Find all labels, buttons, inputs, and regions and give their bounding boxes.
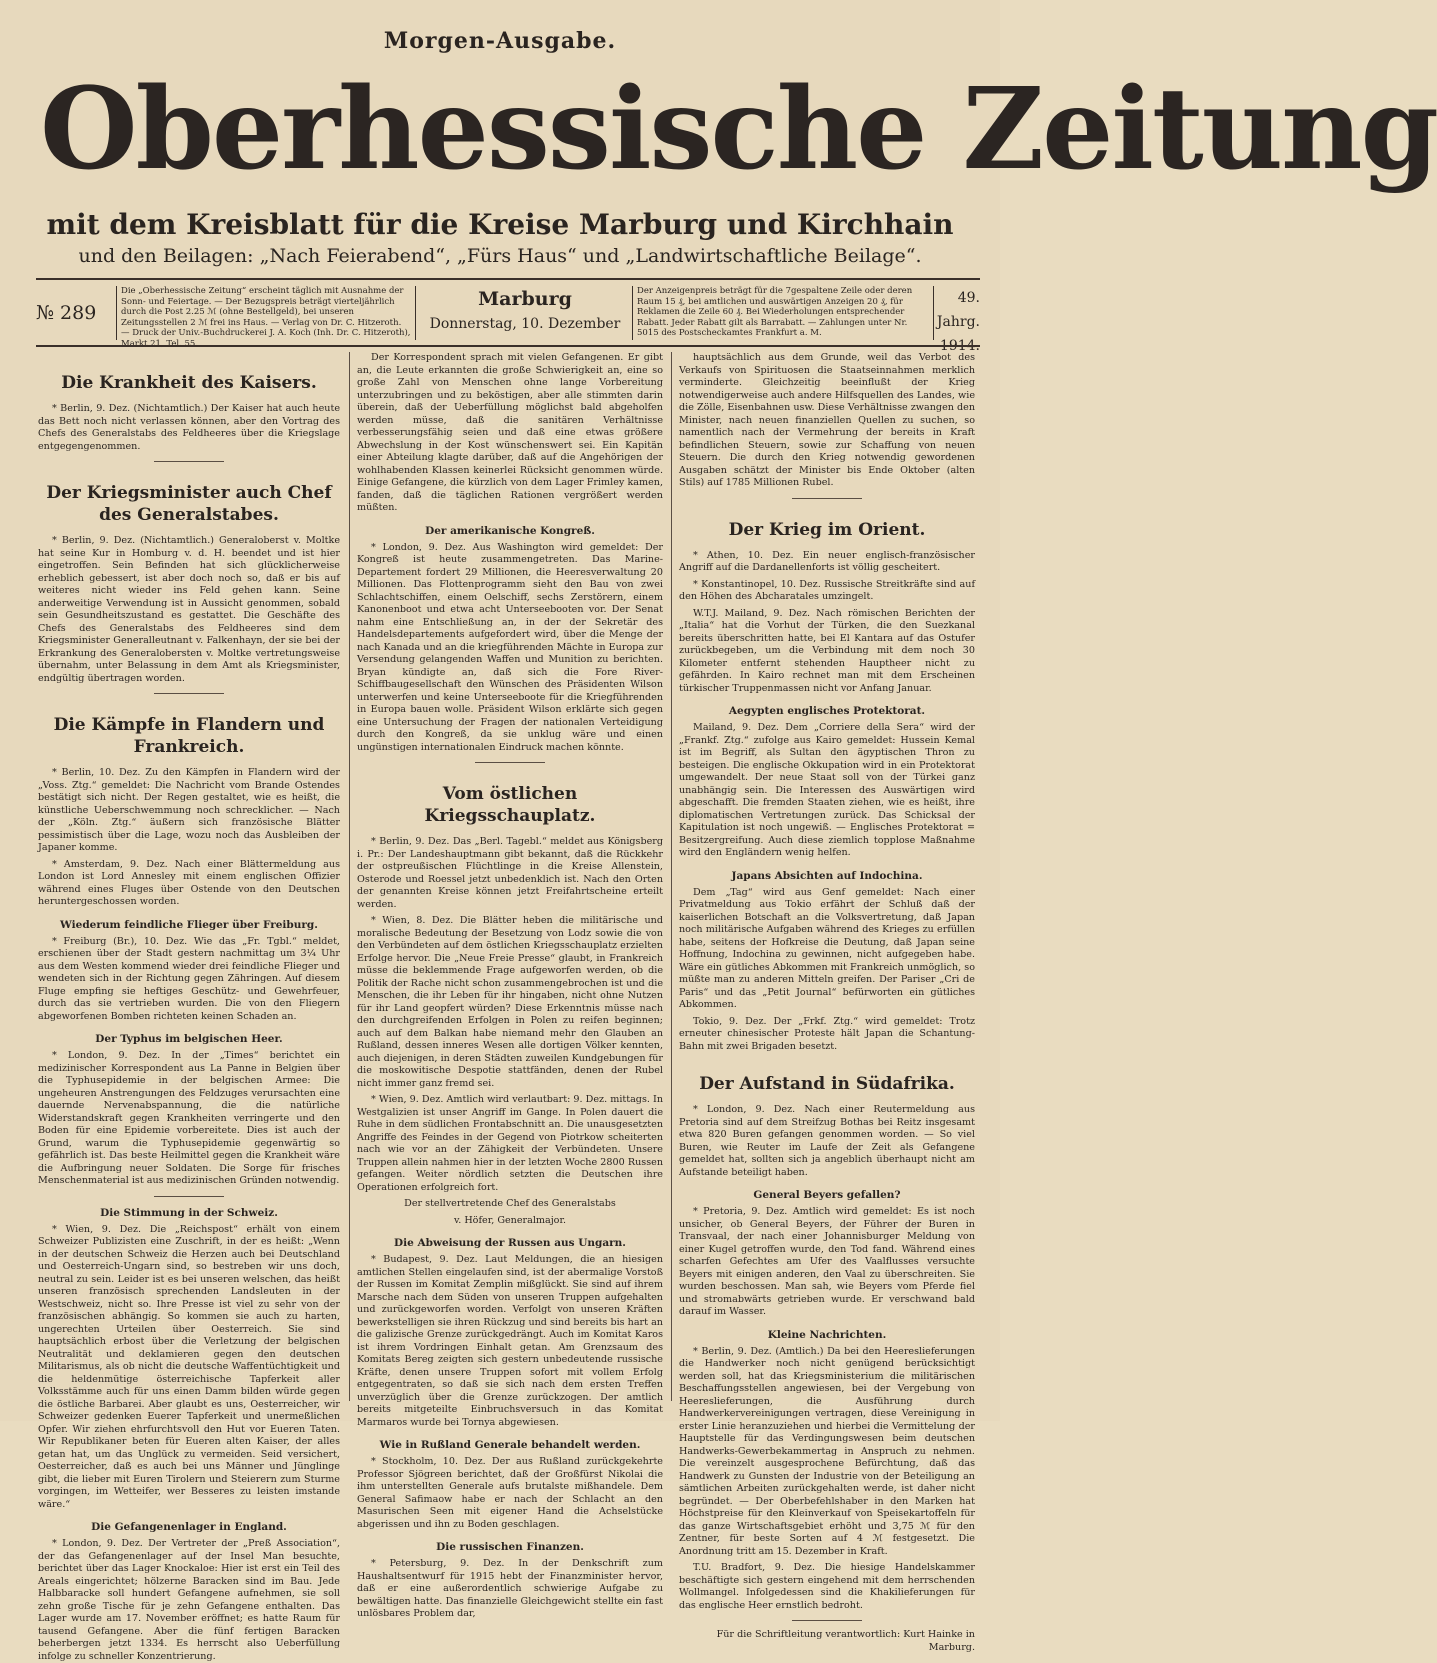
edition-label: Morgen-Ausgabe.: [383, 28, 617, 54]
headline: Vom östlichen Kriegsschauplatz.: [424, 784, 596, 826]
article-paragraph: * Pretoria, 9. Dez. Amtlich wird gemeldet: Es ist noch unsicher, ob General Beyers, der Führer der Buren in Transvaal, der nach einer Johannisburger Meldung von einer Kugel getroffen wurde, den Tod fand. Während eines scharfen Gefechtes am Ufer des Vaalflusses versuchte Beyers mit einigen anderen, den Vaal zu überschreiten. Sie wurden beschossen. Man sah, wie Beyers vom Pferde fiel und stromabwärts getrieben wurde. Er verschwand bald darauf im Wasser.: [679, 1206, 975, 1317]
article-paragraph: * Berlin, 9. Dez. (Nichtamtlich.) Generaloberst v. Moltke hat seine Kur in Homburg v. d. H. beendet und ist hier eingetroffen. Sein Befinden hat sich glücklicherweise erheblich gebessert, ist aber doch noch so, daß er bis auf weiteres nicht wieder ins Feld gehen kann. Seine anderweitige Verwendung ist in Aussicht genommen, sobald sein Gesundheitszustand es gestattet. Die Geschäfte des Chefs des Generalstabs des Feldheeres sind dem Kriegsminister Generalleutnant v. Falkenhayn, der sie bei der Erkrankung des Generalobersten v. Moltke vertretungsweise übernahm, unter Belassung in dem Amt als Kriegsminister, endgültig übertragen worden.: [38, 535, 340, 684]
divider: [154, 1196, 224, 1197]
article-paragraph: * Stockholm, 10. Dez. Der aus Rußland zurückgekehrte Professor Sjögreen berichtet, daß der Großfürst Nikolai die ihm unterstellten Generale aufs brutalste mißhandele. Dem General Safimaow habe er nach der Schlacht an den Masurischen Seen mit eigener Hand die Achselstücke abgerissen und ihn zu Boden geschlagen.: [357, 1456, 663, 1530]
article-paragraph: * Wien, 9. Dez. Amtlich wird verlautbart: 9. Dez. mittags. In Westgalizien ist unser Angriff im Gange. In Polen dauert die Ruhe in dem südlichen Frontabschnitt an. Die unausgesetzten Angriffe des Feindes in der Gegend von Piotrkow scheiterten nach wie vor an der Zähigkeit der Verbündeten. Unsere Truppen allein nahmen hier in der letzten Woche 2800 Russen gefangen. Weiter nördlich setzten die Deutschen ihre Operationen erfolgreich fort.: [357, 1094, 663, 1193]
info-bar: [36, 284, 980, 354]
headline: Die Krankheit des Kaisers.: [61, 373, 317, 393]
subheadline: Wie in Rußland Generale behandelt werden.: [379, 1439, 641, 1451]
masthead-title: Oberhessische Zeitung: [40, 64, 1437, 195]
article-paragraph: * London, 9. Dez. Der Vertreter der „Preß Association“, der das Gefangenenlager auf der Insel Man besuchte, berichtet über das Lager Knockaloe: Hier ist erst ein Teil des Areals eingerichtet; hölzerne Baracken sind im Bau. Jede Halbbaracke soll hundert Gefangene aufnehmen, sie soll zehn große Tische für je zehn Gefangene enthalten. Das Lager wurde am 17. November eröffnet; es hatte Raum für tausend Gefangene. Aber die fünf fertigen Baracken beherbergen jetzt 1334. Es herrscht also Ueberfüllung infolge zu schneller Konzentrierung.: [38, 1538, 340, 1662]
column-1: [38, 352, 340, 1662]
headline: Die Kämpfe in Flandern und Frankreich.: [53, 715, 325, 757]
signature: Der stellvertretende Chef des Generalstabs: [404, 1198, 616, 1209]
article-paragraph: T.U. Bradfort, 9. Dez. Die hiesige Handelskammer beschäftigte sich gestern eingehend mit dem herrschenden Wollmangel. Infolgedessen sind die Khakilieferungen für das englische Heer ernstlich bedroht.: [679, 1562, 975, 1611]
volume: 49. Jahrg.: [936, 290, 980, 330]
column-rule: [671, 352, 672, 1401]
subheadline: Wiederum feindliche Flieger über Freiburg.: [60, 918, 318, 931]
volume-year: [936, 286, 980, 358]
article-paragraph: Mailand, 9. Dez. Dem „Corriere della Sera“ wird der „Frankf. Ztg.“ zufolge aus Kairo gemeldet: Hussein Kemal ist im Begriff, als Sultan den ägyptischen Thron zu besteigen. Die englische Okkupation wird in ein Protektorat umgewandelt. Der neue Staat soll von der Türkei ganz unabhängig sein. Die Interessen des Auswärtigen wird abgeschafft. Die fremden Staaten ziehen, wie es heißt, ihre diplomatischen Vertretungen zurück. Das Schicksal der Kapitulation ist noch ungewiß. — Englisches Protektorat = Besitzergreifung. Auch diese ziemlich topplose Maßnahme wird den Engländern wenig helfen.: [679, 722, 975, 858]
article-paragraph: * Berlin, 9. Dez. (Amtlich.) Da bei den Heereslieferungen die Handwerker noch nicht genügend berücksichtigt werden soll, hat das Kriegsministerium die militärischen Beschaffungsstellen angewiesen, bei der Vergebung von Heereslieferungen, die Ausführung durch Handwerkervereinigungen vertragen, diese Vereinigung in erster Linie heranzuziehen und hierbei die Vermittelung der Hauptstelle für das Verdingungswesen beim deutschen Handwerks-Gewerbekammertag in Anspruch zu nehmen. Die vereinzelt ausgesprochene Befürchtung, daß das Handwerk zu Gunsten der Industrie von der Beteiligung an sämtlichen Arbeiten zurückgehalten werde, ist daher nicht begründet. — Der Oberbefehlshaber in den Marken hat Höchstpreise für den Kleinverkauf von Speisekartoffeln für das ganze Wirtschaftsgebiet erhöht und 3,75 ℳ für den Zentner, für beste Sorten auf 4 ℳ festgesetzt. Die Anordnung tritt am 15. Dezember in Kraft.: [679, 1345, 975, 1557]
issue-number: № 289: [36, 302, 97, 324]
subheadline: Der amerikanische Kongreß.: [425, 524, 595, 537]
column-rule: [349, 352, 350, 1401]
subheadline: Der Typhus im belgischen Heer.: [95, 1033, 283, 1045]
publisher-info: Die „Oberhessische Zeitung“ erscheint täglich mit Ausnahme der Sonn- und Feiertage. — Der Bezugspreis beträgt vierteljährlich durch die Post 2.25 ℳ (ohne Bestellgeld), bei unseren Zeitungsstellen 2 ℳ frei ins Haus. — Verlag von Dr. C. Hitzeroth. — Druck der Univ.-Buchdruckerei J. A. Koch (Inh. Dr. C. Hitzeroth), Markt 21, Tel. 55.: [116, 286, 416, 340]
article-paragraph: W.T.J. Mailand, 9. Dez. Nach römischen Berichten der „Italia“ hat die Vorhut der Türken, die den Suezkanal bereits überschritten hatte, bei El Kantara auf das Ostufer zurückbegeben, um die Verbindung mit dem noch 30 Kilometer entfernt stehenden Hauptheer nicht zu gefährden. In Kairo rechnet man mit dem Erscheinen türkischer Truppenmassen nicht vor Anfang Januar.: [679, 607, 975, 694]
article-paragraph: * London, 9. Dez. Nach einer Reutermeldung aus Pretoria sind auf dem Streifzug Bothas bei Reitz insgesamt etwa 820 Buren gefangen genommen worden. — So viel Buren, wie Reuter im Laufe der Zeit als Gefangene gemeldet hat, sollten sich ja angeblich überhaupt nicht am Aufstande beteiligt haben.: [679, 1104, 975, 1178]
column-2: [357, 352, 663, 1619]
article-paragraph: * London, 9. Dez. In der „Times“ berichtet ein medizinischer Korrespondent aus La Panne in Belgien über die Typhusepidemie in der belgischen Armee: Die ungeheuren Anstrengungen des Feldzuges verursachten eine dauernde Nervenabspannung, die die natürliche Widerstandskraft gegen Krankheiten verringerte und den Boden für eine Epidemie vorbereitete. Dies ist auch der Grund, warum die Typhusepidemie gegenwärtig so gefährlich ist. Das beste Heilmittel gegen die Krankheit wäre die Aufbringung neuer Soldaten. Die Sorge für frisches Menschenmaterial ist aus medizinischen Gründen notwendig.: [38, 1050, 340, 1186]
year: 1914.: [939, 338, 980, 354]
subheadline: Aegypten englisches Protektorat.: [728, 705, 926, 717]
column-3: [679, 352, 975, 1653]
subheadline: Die Gefangenenlager in England.: [91, 1521, 287, 1533]
article-paragraph: * Wien, 9. Dez. Die „Reichspost“ erhält von einem Schweizer Publizisten eine Zuschrift, in der es heißt: „Wenn in der deutschen Schweiz die Herzen auch bei Deutschland und Oesterreich-Ungarn sind, so bestreben wir uns doch, neutral zu sein. Leider ist es bei unseren welschen, das heißt unseren französisch sprechenden Landsleuten in der Westschweiz, nicht so. Ihre Presse ist viel zu sehr von der französischen abhängig. So kommen sie auch zu harten, ungerechten Urteilen über Oesterreich. Sie sind hauptsächlich erbost über die Verletzung der belgischen Neutralität und deklamieren gegen den deutschen Militarismus, als ob nicht die deutsche Waffentüchtigkeit und die heldenmütige österreichische Tapferkeit aller Volksstämme auch für uns einen Damm bilden würde gegen die östliche Barbarei. Aber glaubt es uns, Oesterreicher, wir Schweizer gedenken Euerer Tapferkeit und unermeßlichen Opfer. Wir ziehen ehrfurchtsvoll den Hut vor Eueren Taten. Wir Republikaner beten für Eueren alten Kaiser, der alles getan hat, um das Unglück zu vermeiden. Seid versichert, Oesterreicher, daß es auch bei uns Männer und Jünglinge gibt, die lieber mit Euren Tirolern und Steierern zum Sturme vorgingen, im Wetteifer, wer Besseres zu leisten imstande wäre.“: [38, 1223, 340, 1510]
divider: [475, 762, 545, 763]
article-paragraph: * Freiburg (Br.), 10. Dez. Wie das „Fr. Tgbl.“ meldet, erschienen über der Stadt gestern nachmittag um 3¼ Uhr aus dem Westen kommend wieder drei feindliche Flieger und wendeten sich in der Richtung gegen Zähringen. Auf diesem Fluge empfing sie heftiges Geschütz- und Gewehrfeuer, durch das sie vertrieben wurden. Die von den Fliegern abgeworfenen Bomben richteten keinen Schaden an.: [38, 935, 340, 1022]
subheadline: Die Stimmung in der Schweiz.: [100, 1206, 278, 1219]
subheadline: Die russischen Finanzen.: [436, 1541, 584, 1553]
ad-price-info: Der Anzeigenpreis beträgt für die 7gespaltene Zeile oder deren Raum 15 ₰, bei amtlichen und auswärtigen Anzeigen 20 ₰, für Reklamen die Zeile 60 ₰. Bei Wiederholungen entsprechender Rabatt. Jeder Rabatt gilt als Barrabatt. — Zahlungen unter Nr. 5015 des Postscheckamtes Frankfurt a. M.: [632, 286, 934, 340]
article-paragraph: * Amsterdam, 9. Dez. Nach einer Blättermeldung aus London ist Lord Annesley mit einem englischen Offizier während eines Fluges über Ostende von den Deutschen heruntergeschossen worden.: [38, 858, 340, 907]
article-paragraph: * Berlin, 9. Dez. (Nichtamtlich.) Der Kaiser hat auch heute das Bett noch nicht verlassen können, aber den Vortrag des Chefs des Generalstabs des Feldheeres über die Kriegslage entgegengenommen.: [38, 403, 340, 452]
headline: Der Krieg im Orient.: [728, 519, 926, 540]
article-paragraph: * Wien, 8. Dez. Die Blätter heben die militärische und moralische Bedeutung der Besetzung von Lodz sowie die von den Verbündeten auf dem östlichen Kriegsschauplatz erzielten Erfolge hervor. Die „Neue Freie Presse“ glaubt, in Frankreich müsse die beklemmende Frage aufgeworfen werden, ob die Politik der Rache nicht schon zusammengebrochen ist und die Menschen, die ihr Leben für ihr hingaben, nicht ohne Nutzen für ihr Land geopfert würden? Diese Erkenntnis müsse nach den durchgreifenden Erfolgen in Polen zu reifen beginnen; auch auf dem Balkan habe niemand mehr den Glauben an Rußland, dessen inneres Wesen alle dortigen Völker kennten, auch diejenigen, in deren Städten zuweilen Kundgebungen für die moskowitische Despotie stattfänden, denen der Rubel nicht immer ganz fremd sei.: [357, 915, 663, 1089]
article-paragraph: * Petersburg, 9. Dez. In der Denkschrift zum Haushaltsentwurf für 1915 hebt der Finanzminister hervor, daß er eine außerordentlich schwierige Aufgabe zu bewältigen hatte. Das finanzielle Gleichgewicht stellte ein fast unlösbares Problem dar,: [357, 1558, 663, 1619]
article-paragraph: * Konstantinopel, 10. Dez. Russische Streitkräfte sind auf den Höhen des Abcharatales umzingelt.: [679, 578, 975, 602]
headline: Der Aufstand in Südafrika.: [699, 1074, 955, 1094]
headline: Der Kriegsminister auch Chef des Generalstabes.: [46, 483, 332, 525]
rule-top: [36, 278, 980, 280]
subheadline: Die Abweisung der Russen aus Ungarn.: [394, 1237, 626, 1249]
article-paragraph: Tokio, 9. Dez. Der „Frkf. Ztg.“ wird gemeldet: Trotz erneuter chinesischer Proteste hält Japan die Schantung-Bahn mit zwei Brigaden besetzt.: [679, 1015, 975, 1052]
divider: [154, 461, 224, 462]
article-paragraph: * London, 9. Dez. Aus Washington wird gemeldet: Der Kongreß ist heute zusammengetreten. Das Marine-Departement fordert 29 Millionen, die Heeresverwaltung 20 Millionen. Das Flottenprogramm sieht den Bau von zwei Schlachtschiffen, einem Oelschiff, sechs Zerstörern, einem Kanonenboot und etwa acht Unterseebooten vor. Der Senat nahm eine Entschließung an, in der der Sekretär des Handelsdepartements aufgefordert wird, über die Menge der nach Kanada und an die kriegführenden Mächte in Europa zur Versendung gelangenden Waffen und Munition zu berichten. Bryan kündigte an, daß sich die Fore River-Schiffbaugesellschaft den Wünschen des Präsidenten Wilson unterwerfen und keine Unterseeboote für die Kriegführenden in Europa bauen wolle. Präsident Wilson erklärte sich gegen eine Untersuchung der Fragen der nationalen Verteidigung durch den Kongreß, da sie unklug wäre und einen ungünstigen internationalen Eindruck machen könnte.: [357, 541, 663, 753]
divider: [154, 693, 224, 694]
divider: [792, 498, 862, 499]
article-paragraph: Der Korrespondent sprach mit vielen Gefangenen. Er gibt an, die Leute erkannten die große Schwierigkeit an, eine so große Zahl von Menschen ohne lange Vorbereitung unterzubringen und zu beköstigen, aber alle stimmten darin überein, daß der Ueberfüllung möglichst bald abgeholfen werden müsse, daß die sanitären Verhältnisse verbesserungsfähig seien und daß eine etwas größere Abwechslung in der Kost wünschenswert sei. Ein Kapitän einer Abteilung klagte darüber, daß auf die Angehörigen der wohlhabenden Klassen keinerlei Rücksicht genommen würde. Einige Gefangene, die kürzlich von dem Lager Frimley kamen, fanden, daß die täglichen Rationen vergrößert werden müßten.: [357, 352, 663, 513]
masthead-subtitle: mit dem Kreisblatt für die Kreise Marburg und Kirchhain: [46, 208, 954, 241]
date: Donnerstag, 10. Dezember: [429, 316, 621, 332]
city: Marburg: [478, 288, 572, 310]
rule-bottom: [36, 345, 980, 347]
article-paragraph: * Berlin, 10. Dez. Zu den Kämpfen in Flandern wird der „Voss. Ztg.“ gemeldet: Die Nachricht vom Brande Ostendes bestätigt sich nicht. Der Regen gestaltet, wie es heißt, die künstliche Ueberschwemmung noch schrecklicher. — Nach der „Köln. Ztg.“ äußern sich französische Blätter pessimistisch über die Lage, wozu noch das Ausbleiben der Japaner komme.: [38, 767, 340, 853]
place-date: [420, 286, 630, 336]
article-paragraph: * Budapest, 9. Dez. Laut Meldungen, die an hiesigen amtlichen Stellen eingelaufen sind, ist der abermalige Vorstoß der Russen im Komitat Zemplin mißglückt. Sie sind auf ihrem Marsche nach dem Süden von unseren Truppen aufgehalten und zurückgeworfen worden. Verfolgt von unseren Kräften bewerkstelligen sie ihren Rückzug und sind bereits bis hart an die galizische Grenze zurückgedrängt. Auch im Komitat Karos ist ihrem Vordringen Einhalt getan. Am Grenzsaum des Komitats Bereg zeigten sich gestern unbedeutende russische Kräfte, denen unsere Truppen sofort mit vollem Erfolg entgegentraten, so daß sie sich nach dem ersten Treffen unverzüglich über die Grenze zurückzogen. Der amtlich bereits mitgeteilte Einbruchsversuch in das Komitat Marmaros wurde bei Tornya abgewiesen.: [357, 1254, 663, 1428]
editor-credit: Für die Schriftleitung verantwortlich: Kurt Hainke in Marburg.: [716, 1629, 975, 1653]
article-paragraph: hauptsächlich aus dem Grunde, weil das Verbot des Verkaufs von Spirituosen die Staatseinnahmen merklich verminderte. Gleichzeitig beeinflußt der Krieg notwendigerweise auch andere Hilfsquellen des Landes, wie die Zölle, Eisenbahnen usw. Diese Verhältnisse zwangen den Minister, nach neuen finanziellen Quellen zu suchen, so namentlich nach der Vermehrung der bereits in Kraft befindlichen Steuern, sowie zur Schaffung von neuen Steuern. Die durch den Krieg notwendig gewordenen Ausgaben schätzt der Minister bis Ende Oktober (alten Stils) auf 1785 Millionen Rubel.: [679, 352, 975, 488]
article-paragraph: * Berlin, 9. Dez. Das „Berl. Tagebl.“ meldet aus Königsberg i. Pr.: Der Landeshauptmann gibt bekannt, daß die Rückkehr der ostpreußischen Flüchtlinge in die Kreise Allenstein, Osterode und Roessel jetzt unbedenklich ist. Nach den Orten der genannten Kreise können jetzt Freifahrtscheine erteilt werden.: [357, 836, 663, 910]
subheadline: Japans Absichten auf Indochina.: [731, 869, 923, 882]
divider: [792, 1620, 862, 1621]
subheadline: Kleine Nachrichten.: [767, 1328, 887, 1341]
article-paragraph: * Athen, 10. Dez. Ein neuer englisch-französischer Angriff auf die Dardanellenforts ist völlig gescheitert.: [679, 549, 975, 573]
supplements-line: und den Beilagen: „Nach Feierabend“, „Fürs Haus“ und „Landwirtschaftliche Beilage“.: [78, 245, 922, 267]
article-paragraph: Dem „Tag“ wird aus Genf gemeldet: Nach einer Privatmeldung aus Tokio erfährt der Schluß daß der kaiserlichen Botschaft an die Volksvertretung, daß Japan noch militärische Aufgaben während des Krieges zu erfüllen habe, seitens der Hofkreise die Deutung, daß Japan seine Hoffnung, Indochina zu gewinnen, nicht aufgegeben habe. Wäre ein gütliches Abkommen mit Frankreich unmöglich, so müßte man zu anderen Mitteln greifen. Der Pariser „Cri de Paris“ und das „Petit Journal“ befürworten ein gütliches Abkommen.: [679, 886, 975, 1010]
signature: v. Höfer, Generalmajor.: [453, 1214, 567, 1226]
subheadline: General Beyers gefallen?: [753, 1189, 901, 1201]
